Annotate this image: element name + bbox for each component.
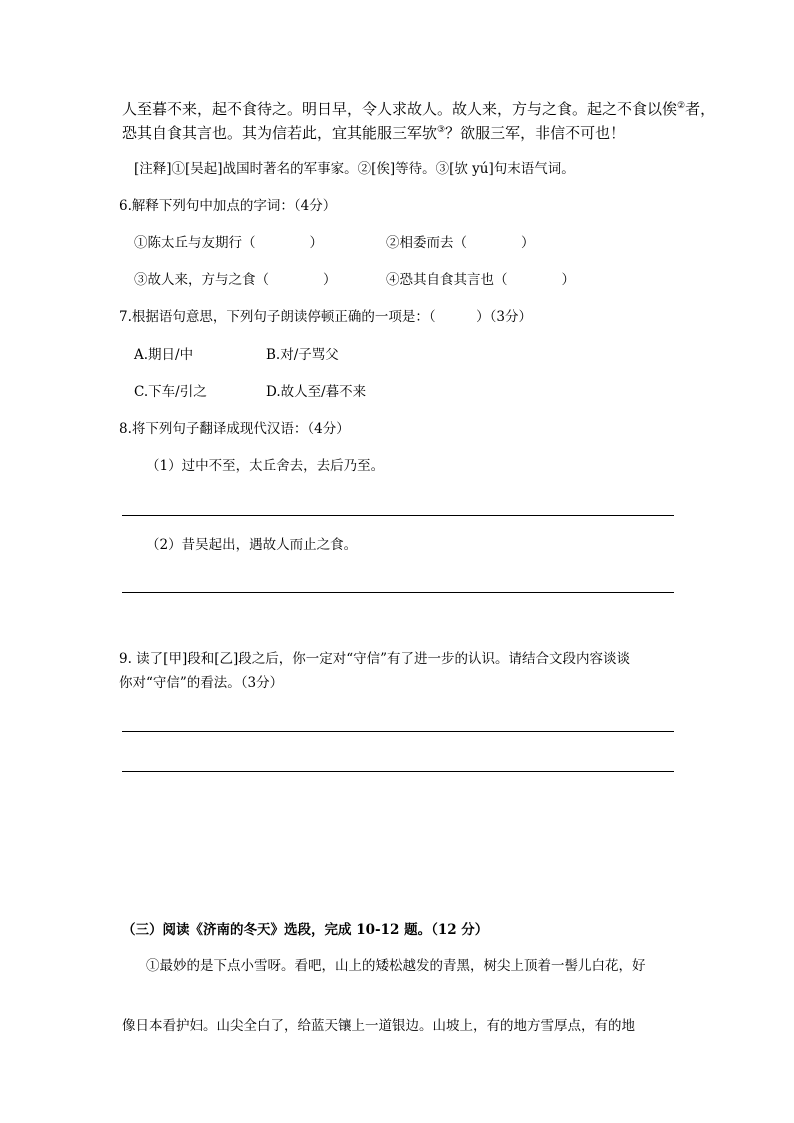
footnote-ref-3: ③ xyxy=(437,125,446,135)
q6-stem: 6.解释下列句中加点的字词：（4分） xyxy=(119,198,337,214)
q7-option-c: C.下车/引之 xyxy=(134,384,207,400)
answer-line-q9-1 xyxy=(122,731,674,732)
q9-line-1: 9. 读了[甲]段和[乙]段之后，你一定对“守信”有了进一步的认识。请结合文段内容谈谈 xyxy=(119,651,631,667)
section-para-line-1: ①最妙的是下点小雪呀。看吧，山上的矮松越发的青黑，树尖上顶着一髻儿白花，好 xyxy=(146,958,646,974)
q6-item-2: ②相委而去（ ） xyxy=(386,235,535,251)
q6-item-1: ①陈太丘与友期行（ ） xyxy=(134,235,323,251)
q7-stem: 7.根据语句意思，下列句子朗读停顿正确的一项是：（ ）（3分） xyxy=(119,309,532,325)
answer-line-q8-2 xyxy=(122,592,674,593)
section-para-line-2: 像日本看护妇。山尖全白了，给蓝天镶上一道银边。山坡上，有的地方雪厚点，有的地 xyxy=(122,1018,635,1034)
q7-option-b: B.对/子骂父 xyxy=(266,347,339,363)
section-heading: （三）阅读《济南的冬天》选段，完成 10-12 题。（12 分） xyxy=(122,922,489,938)
answer-line-q9-2 xyxy=(122,771,674,772)
q8-sub-1: （1）过中不至，太丘舍去，去后乃至。 xyxy=(146,458,385,474)
annotation-note: [注释]①[吴起]战国时著名的军事家。②[俟]等待。③[欤 yú]句末语气词。 xyxy=(134,161,575,177)
q8-sub-2: （2）昔吴起出，遇故人而止之食。 xyxy=(146,537,358,553)
q8-stem: 8.将下列句子翻译成现代汉语：（4分） xyxy=(119,421,350,437)
answer-line-q8-1 xyxy=(122,515,674,516)
q9-line-2: 你对“守信”的看法。（3分） xyxy=(119,675,284,691)
q6-item-4: ④恐其自食其言也（ ） xyxy=(386,272,575,288)
passage-line-2: 恐其自食其言也。其为信若此，宜其能服三军欤③？欲服三军，非信不可也！ xyxy=(122,124,626,142)
q7-option-d: D.故人至/暮不来 xyxy=(266,384,367,400)
q7-option-a: A.期日/中 xyxy=(134,347,194,363)
footnote-ref-2: ② xyxy=(677,101,686,111)
passage-line-1: 人至暮不来，起不食待之。明日早，令人求故人。故人来，方与之食。起之不食以俟②者， xyxy=(122,100,716,118)
q6-item-3: ③故人来，方与之食（ ） xyxy=(134,272,337,288)
